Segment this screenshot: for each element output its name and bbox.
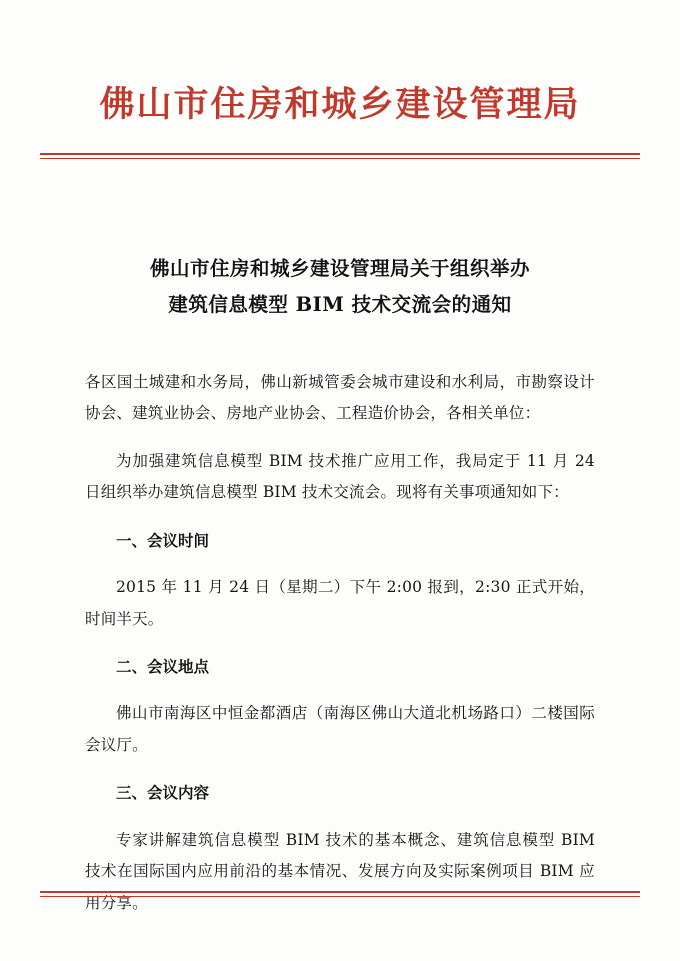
section-body-1: 2015 年 11 月 24 日（星期二）下午 2:00 报到，2:30 正式开始，时间半天。 xyxy=(85,577,595,628)
footer-rule-thin xyxy=(40,896,640,897)
letterhead-rule-thick xyxy=(40,153,640,155)
letterhead-organization-name: 佛山市住房和城乡建设管理局 xyxy=(99,84,581,125)
section-heading-2: 二、会议地点 xyxy=(116,656,210,676)
document-title xyxy=(85,251,595,323)
recipients-paragraph: 各区国土城建和水务局，佛山新城管委会城市建设和水利局，市勘察设计协会、建筑业协会、房地产业协会、工程造价协会，各相关单位： xyxy=(85,372,595,423)
letterhead-rule-thin xyxy=(40,158,640,159)
section-body-3: 专家讲解建筑信息模型 BIM 技术的基本概念、建筑信息模型 BIM 技术在国际国内应用前沿的基本情况、发展方向及实际案例项目 BIM 应用分享。 xyxy=(85,830,595,913)
document-title-line-2: 建筑信息模型 BIM 技术交流会的通知 xyxy=(168,292,512,316)
section-heading-1: 一、会议时间 xyxy=(116,530,210,550)
document-title-line-1: 佛山市住房和城乡建设管理局关于组织举办 xyxy=(149,256,530,280)
letterhead xyxy=(0,0,680,159)
section-heading-3: 三、会议内容 xyxy=(116,783,210,803)
document-body xyxy=(0,251,680,920)
footer-rule-thick xyxy=(40,891,640,893)
intro-paragraph: 为加强建筑信息模型 BIM 技术推广应用工作，我局定于 11 月 24 日组织举办建筑信息模型 BIM 技术交流会。现将有关事项通知如下： xyxy=(85,451,595,502)
footer-rules xyxy=(0,891,680,897)
section-body-2: 佛山市南海区中恒金都酒店（南海区佛山大道北机场路口）二楼国际会议厅。 xyxy=(85,704,595,755)
